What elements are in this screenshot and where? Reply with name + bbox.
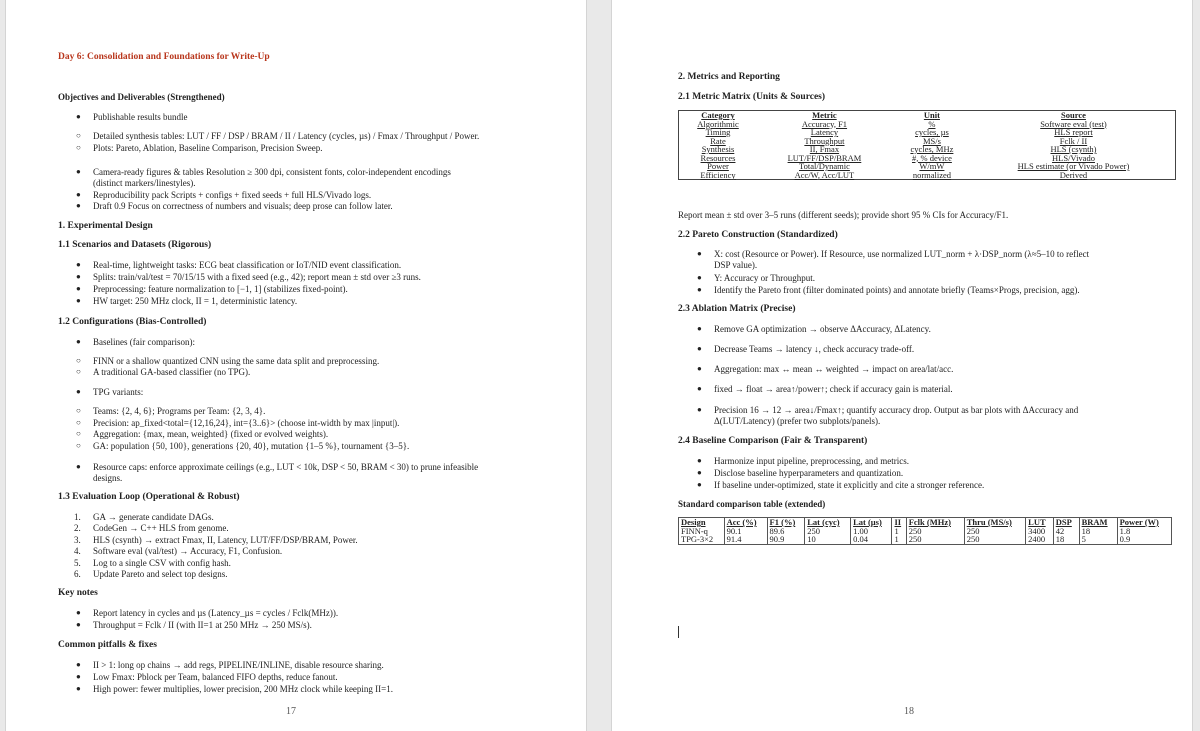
section-heading: 1.2 Configurations (Bias-Controlled) [58, 317, 207, 327]
list-item: Remove GA optimization → observe ΔAccuracy, ΔLatency. [714, 324, 931, 334]
section-heading: 2.3 Ablation Matrix (Precise) [678, 304, 796, 314]
table-header-cell: DSP [1053, 518, 1079, 527]
bullet-dot: ● [697, 249, 702, 258]
table-cell: 3400 [1026, 527, 1054, 536]
list-item: If baseline under-optimized, state it explicitly and cite a stronger reference. [714, 480, 985, 490]
list-item: X: cost (Resource or Power). If Resource, use normalized LUT_norm + λ·DSP_norm (λ≈5–10 to reflect [714, 249, 1090, 259]
table-header-cell: Thru (MS/s) [964, 518, 1025, 527]
table-cell: Algorithmic [697, 118, 739, 129]
bullet-dot: ● [76, 284, 81, 293]
list-item: Real-time, lightweight tasks: ECG beat classification or IoT/NID event classification. [93, 260, 402, 270]
list-number: 5. [74, 558, 81, 568]
list-number: 1. [74, 512, 81, 522]
table-cell: Throughput [804, 135, 845, 146]
comparison-table [678, 517, 1172, 545]
bullet-dot: ● [697, 324, 702, 333]
table-cell: normalized [912, 169, 952, 180]
list-item: Reproducibility pack Scripts + configs + fixed seeds + full HLS/Vivado logs. [93, 190, 372, 200]
list-item: Preprocessing: feature normalization to [−1, 1] (stabilizes fixed-point). [93, 284, 348, 294]
table-cell: 250 [964, 527, 1025, 536]
table-cell: FINN-q [679, 527, 725, 536]
table-cell: Power [707, 161, 729, 171]
table-cell: 5 [1079, 535, 1117, 544]
table-cell: Accuracy, F1 [801, 118, 848, 129]
table-header-cell: Power (W) [1117, 518, 1171, 527]
document-page-18 [612, 0, 1192, 731]
list-item: Splits: train/val/test = 70/15/15 with a fixed seed (e.g., 42); report mean ± std over ≥3 runs. [93, 272, 421, 282]
table-cell: Resources [700, 152, 736, 163]
section-heading: 2.2 Pareto Construction (Standardized) [678, 230, 838, 240]
table-cell: 250 [906, 527, 964, 536]
bullet-dot: ● [76, 660, 81, 669]
table-cell: #, % device [911, 152, 952, 163]
bullet-dot: ● [697, 285, 702, 294]
bullet-dot: ● [76, 201, 81, 210]
table-header-cell: F1 (%) [767, 518, 805, 527]
list-number: 3. [74, 535, 81, 545]
list-number: 2. [74, 523, 81, 533]
table-cell: HLS (csynth) [1050, 144, 1097, 154]
report-note: Report mean ± std over 3–5 runs (different seeds); provide short 95 % CIs for Accuracy/F1. [678, 210, 1009, 220]
table-header-cell: II [892, 518, 906, 527]
bullet-dot: ● [76, 462, 81, 471]
table-cell: II, Fmax [809, 144, 840, 154]
table-cell: LUT/FF/DSP/BRAM [787, 152, 862, 163]
list-item: Aggregation: max ↔ mean ↔ weighted → impact on area/lat/acc. [714, 364, 954, 374]
bullet-dot: ● [76, 167, 81, 176]
document-page-17 [6, 0, 586, 731]
metric-matrix-table [678, 110, 1176, 180]
table-cell: 0.9 [1117, 535, 1171, 544]
list-item: CodeGen → C++ HLS from genome. [93, 523, 229, 533]
bullet-circle: ○ [76, 356, 81, 365]
page-title: Day 6: Consolidation and Foundations for Write-Up [58, 52, 270, 62]
table-cell: Fclk / II [1059, 135, 1088, 146]
list-item: Precision 16 → 12 → area↓/Fmax↑; quantify accuracy drop. Output as bar plots with ΔAccuracy and [714, 405, 1079, 415]
section-heading: 1. Experimental Design [58, 221, 153, 231]
bullet-dot: ● [697, 405, 702, 414]
list-item-cont: designs. [93, 473, 123, 483]
list-item: FINN or a shallow quantized CNN using the same data split and preprocessing. [93, 356, 380, 366]
bullet-dot: ● [76, 190, 81, 199]
table-cell: 250 [906, 535, 964, 544]
list-item: Draft 0.9 Focus on correctness of numbers and visuals; deep prose can follow later. [93, 201, 393, 211]
list-item: Resource caps: enforce approximate ceilings (e.g., LUT < 10k, DSP < 50, BRAM < 30) to prune infeasible [93, 462, 479, 472]
list-item: Detailed synthesis tables: LUT / FF / DSP / BRAM / II / Latency (cycles, µs) / Fmax / Throughput / Power. [93, 131, 480, 141]
list-item: High power: fewer multiplies, lower precision, 200 MHz clock while keeping II=1. [93, 684, 393, 694]
list-item: Update Pareto and select top designs. [93, 569, 228, 579]
objectives-heading: Objectives and Deliverables (Strengthened) [58, 92, 225, 102]
bullet-dot: ● [697, 468, 702, 477]
list-item: Identify the Pareto front (filter dominated points) and annotate briefly (Teams×Progs, precision, agg). [714, 285, 1080, 295]
table-cell: 42 [1053, 527, 1079, 536]
table-cell: MS/s [922, 135, 941, 146]
bullet-dot: ● [76, 672, 81, 681]
table-header-row [679, 518, 1172, 527]
list-item: II > 1: long op chains → add regs, PIPELINE/INLINE, disable resource sharing. [93, 660, 384, 670]
table-cell: cycles, MHz [910, 144, 954, 154]
list-item: Baselines (fair comparison): [93, 337, 195, 347]
list-item: Throughput = Fclk / II (with II=1 at 250 MHz → 250 MS/s). [93, 620, 312, 630]
list-item: Publishable results bundle [93, 112, 188, 122]
table-cell: HLS report [1054, 127, 1093, 137]
bullet-dot: ● [76, 272, 81, 281]
table-cell: 89.6 [767, 527, 805, 536]
bullet-dot: ● [76, 337, 81, 346]
bullet-circle: ○ [76, 441, 81, 450]
table-row [679, 535, 1172, 544]
table-cell: Software eval (test) [1040, 118, 1107, 129]
bullet-dot: ● [697, 480, 702, 489]
list-item-cont: DSP value). [714, 260, 758, 270]
table-header-cell: LUT [1026, 518, 1054, 527]
bullet-circle: ○ [76, 429, 81, 438]
list-item: HLS (csynth) → extract Fmax, II, Latency, LUT/FF/DSP/BRAM, Power. [93, 535, 358, 545]
bullet-circle: ○ [76, 143, 81, 152]
section-heading: 2.4 Baseline Comparison (Fair & Transparent) [678, 436, 868, 446]
table-cell: Rate [710, 135, 726, 146]
table-cell: Acc/W, Acc/LUT [794, 169, 855, 180]
table-header-cell: Lat (µs) [851, 518, 892, 527]
table-cell: Synthesis [701, 144, 735, 154]
list-item: GA → generate candidate DAGs. [93, 512, 214, 522]
table-cell: 1 [892, 527, 906, 536]
table-header-cell: Unit [923, 110, 940, 120]
list-item: HW target: 250 MHz clock, II = 1, deterministic latency. [93, 296, 298, 306]
table-cell: 250 [964, 535, 1025, 544]
table-cell: 91.4 [724, 535, 767, 544]
bullet-circle: ○ [76, 418, 81, 427]
bullet-dot: ● [76, 112, 81, 121]
table-cell: Derived [1059, 169, 1088, 180]
list-item: Disclose baseline hyperparameters and quantization. [714, 468, 904, 478]
list-item: Teams: {2, 4, 6}; Programs per Team: {2, 3, 4}. [93, 406, 266, 416]
bullet-dot: ● [76, 260, 81, 269]
table-cell: 1.00 [851, 527, 892, 536]
table-header-cell: Metric [812, 110, 837, 120]
table-cell: 2400 [1026, 535, 1054, 544]
table-cell: Timing [705, 127, 731, 137]
table-cell: 250 [805, 527, 851, 536]
list-item: Y: Accuracy or Throughput. [714, 273, 815, 283]
list-item: Plots: Pareto, Ablation, Baseline Comparison, Precision Sweep. [93, 143, 323, 153]
table-header-cell: BRAM [1079, 518, 1117, 527]
list-item: Harmonize input pipeline, preprocessing, and metrics. [714, 456, 909, 466]
bullet-circle: ○ [76, 406, 81, 415]
bullet-dot: ● [76, 608, 81, 617]
table-cell: % [928, 118, 936, 129]
section-heading: Common pitfalls & fixes [58, 640, 157, 650]
table-header-cell: Category [701, 110, 735, 120]
list-item-cont: Δ(LUT/Latency) (prefer two subplots/panels). [714, 416, 881, 426]
table-header-cell: Source [1061, 110, 1086, 120]
table-row [679, 527, 1172, 536]
section-heading: 2.1 Metric Matrix (Units & Sources) [678, 92, 826, 102]
bullet-circle: ○ [76, 367, 81, 376]
page-number: 17 [286, 706, 296, 717]
table-header-cell: Design [679, 518, 725, 527]
list-item: A traditional GA-based classifier (no TPG). [93, 367, 251, 377]
bullet-dot: ● [76, 296, 81, 305]
table-header-cell: Lat (cyc) [805, 518, 851, 527]
list-number: 4. [74, 546, 81, 556]
bullet-dot: ● [697, 384, 702, 393]
list-item: Decrease Teams → latency ↓, check accuracy trade-off. [714, 344, 915, 354]
table-cell: 18 [1079, 527, 1117, 536]
list-item: Software eval (val/test) → Accuracy, F1, Confusion. [93, 546, 283, 556]
table-header-cell: Acc (%) [724, 518, 767, 527]
list-item: Log to a single CSV with config hash. [93, 558, 231, 568]
section-heading: Key notes [58, 588, 98, 598]
table-cell: 90.9 [767, 535, 805, 544]
section-heading: 1.1 Scenarios and Datasets (Rigorous) [58, 240, 212, 250]
list-item: fixed → float → area↑/power↑; check if accuracy gain is material. [714, 384, 953, 394]
table-cell: Total/Dynamic [799, 161, 850, 171]
table-caption: Standard comparison table (extended) [678, 499, 826, 509]
table-cell: 10 [805, 535, 851, 544]
section-heading: 1.3 Evaluation Loop (Operational & Robust) [58, 492, 240, 502]
list-item: Aggregation: {max, mean, weighted} (fixed or evolved weights). [93, 429, 329, 439]
table-cell: TPG-3×2 [679, 535, 725, 544]
bullet-dot: ● [76, 387, 81, 396]
list-item: TPG variants: [93, 387, 144, 397]
page-number: 18 [904, 706, 914, 717]
table-cell: W/mW [919, 161, 945, 171]
table-cell: Latency [810, 127, 839, 137]
table-cell: HLS/Vivado [1052, 152, 1095, 163]
list-number: 6. [74, 569, 81, 579]
text-cursor[interactable] [678, 626, 679, 638]
table-header-cell: Fclk (MHz) [906, 518, 964, 527]
bullet-dot: ● [697, 273, 702, 282]
bullet-dot: ● [697, 364, 702, 373]
table-cell: HLS estimate (or Vivado Power) [1017, 161, 1130, 171]
table-row [679, 171, 1176, 180]
bullet-dot: ● [76, 620, 81, 629]
table-cell: 1.8 [1117, 527, 1171, 536]
list-item: GA: population {50, 100}, generations {20, 40}, mutation {1–5 %}, tournament {3–5}. [93, 441, 410, 451]
bullet-dot: ● [76, 684, 81, 693]
table-cell: 18 [1053, 535, 1079, 544]
list-item: Precision: ap_fixed<total={12,16,24}, int={3..6}> (choose int-width by max |input|). [93, 418, 400, 428]
section-heading: 2. Metrics and Reporting [678, 72, 780, 82]
list-item: Camera-ready figures & tables Resolution ≥ 300 dpi, consistent fonts, color-independent encodings [93, 167, 451, 177]
list-item: Report latency in cycles and µs (Latency_µs = cycles / Fclk(MHz)). [93, 608, 339, 618]
table-cell: 0.04 [851, 535, 892, 544]
table-cell: 90.1 [724, 527, 767, 536]
bullet-dot: ● [697, 456, 702, 465]
table-cell: 1 [892, 535, 906, 544]
list-item-cont: (distinct markers/linestyles). [93, 178, 196, 188]
bullet-dot: ● [697, 344, 702, 353]
table-cell: cycles, µs [915, 127, 949, 137]
bullet-circle: ○ [76, 131, 81, 140]
list-item: Low Fmax: Pblock per Team, balanced FIFO depths, reduce fanout. [93, 672, 338, 682]
table-cell: Efficiency [700, 169, 736, 180]
